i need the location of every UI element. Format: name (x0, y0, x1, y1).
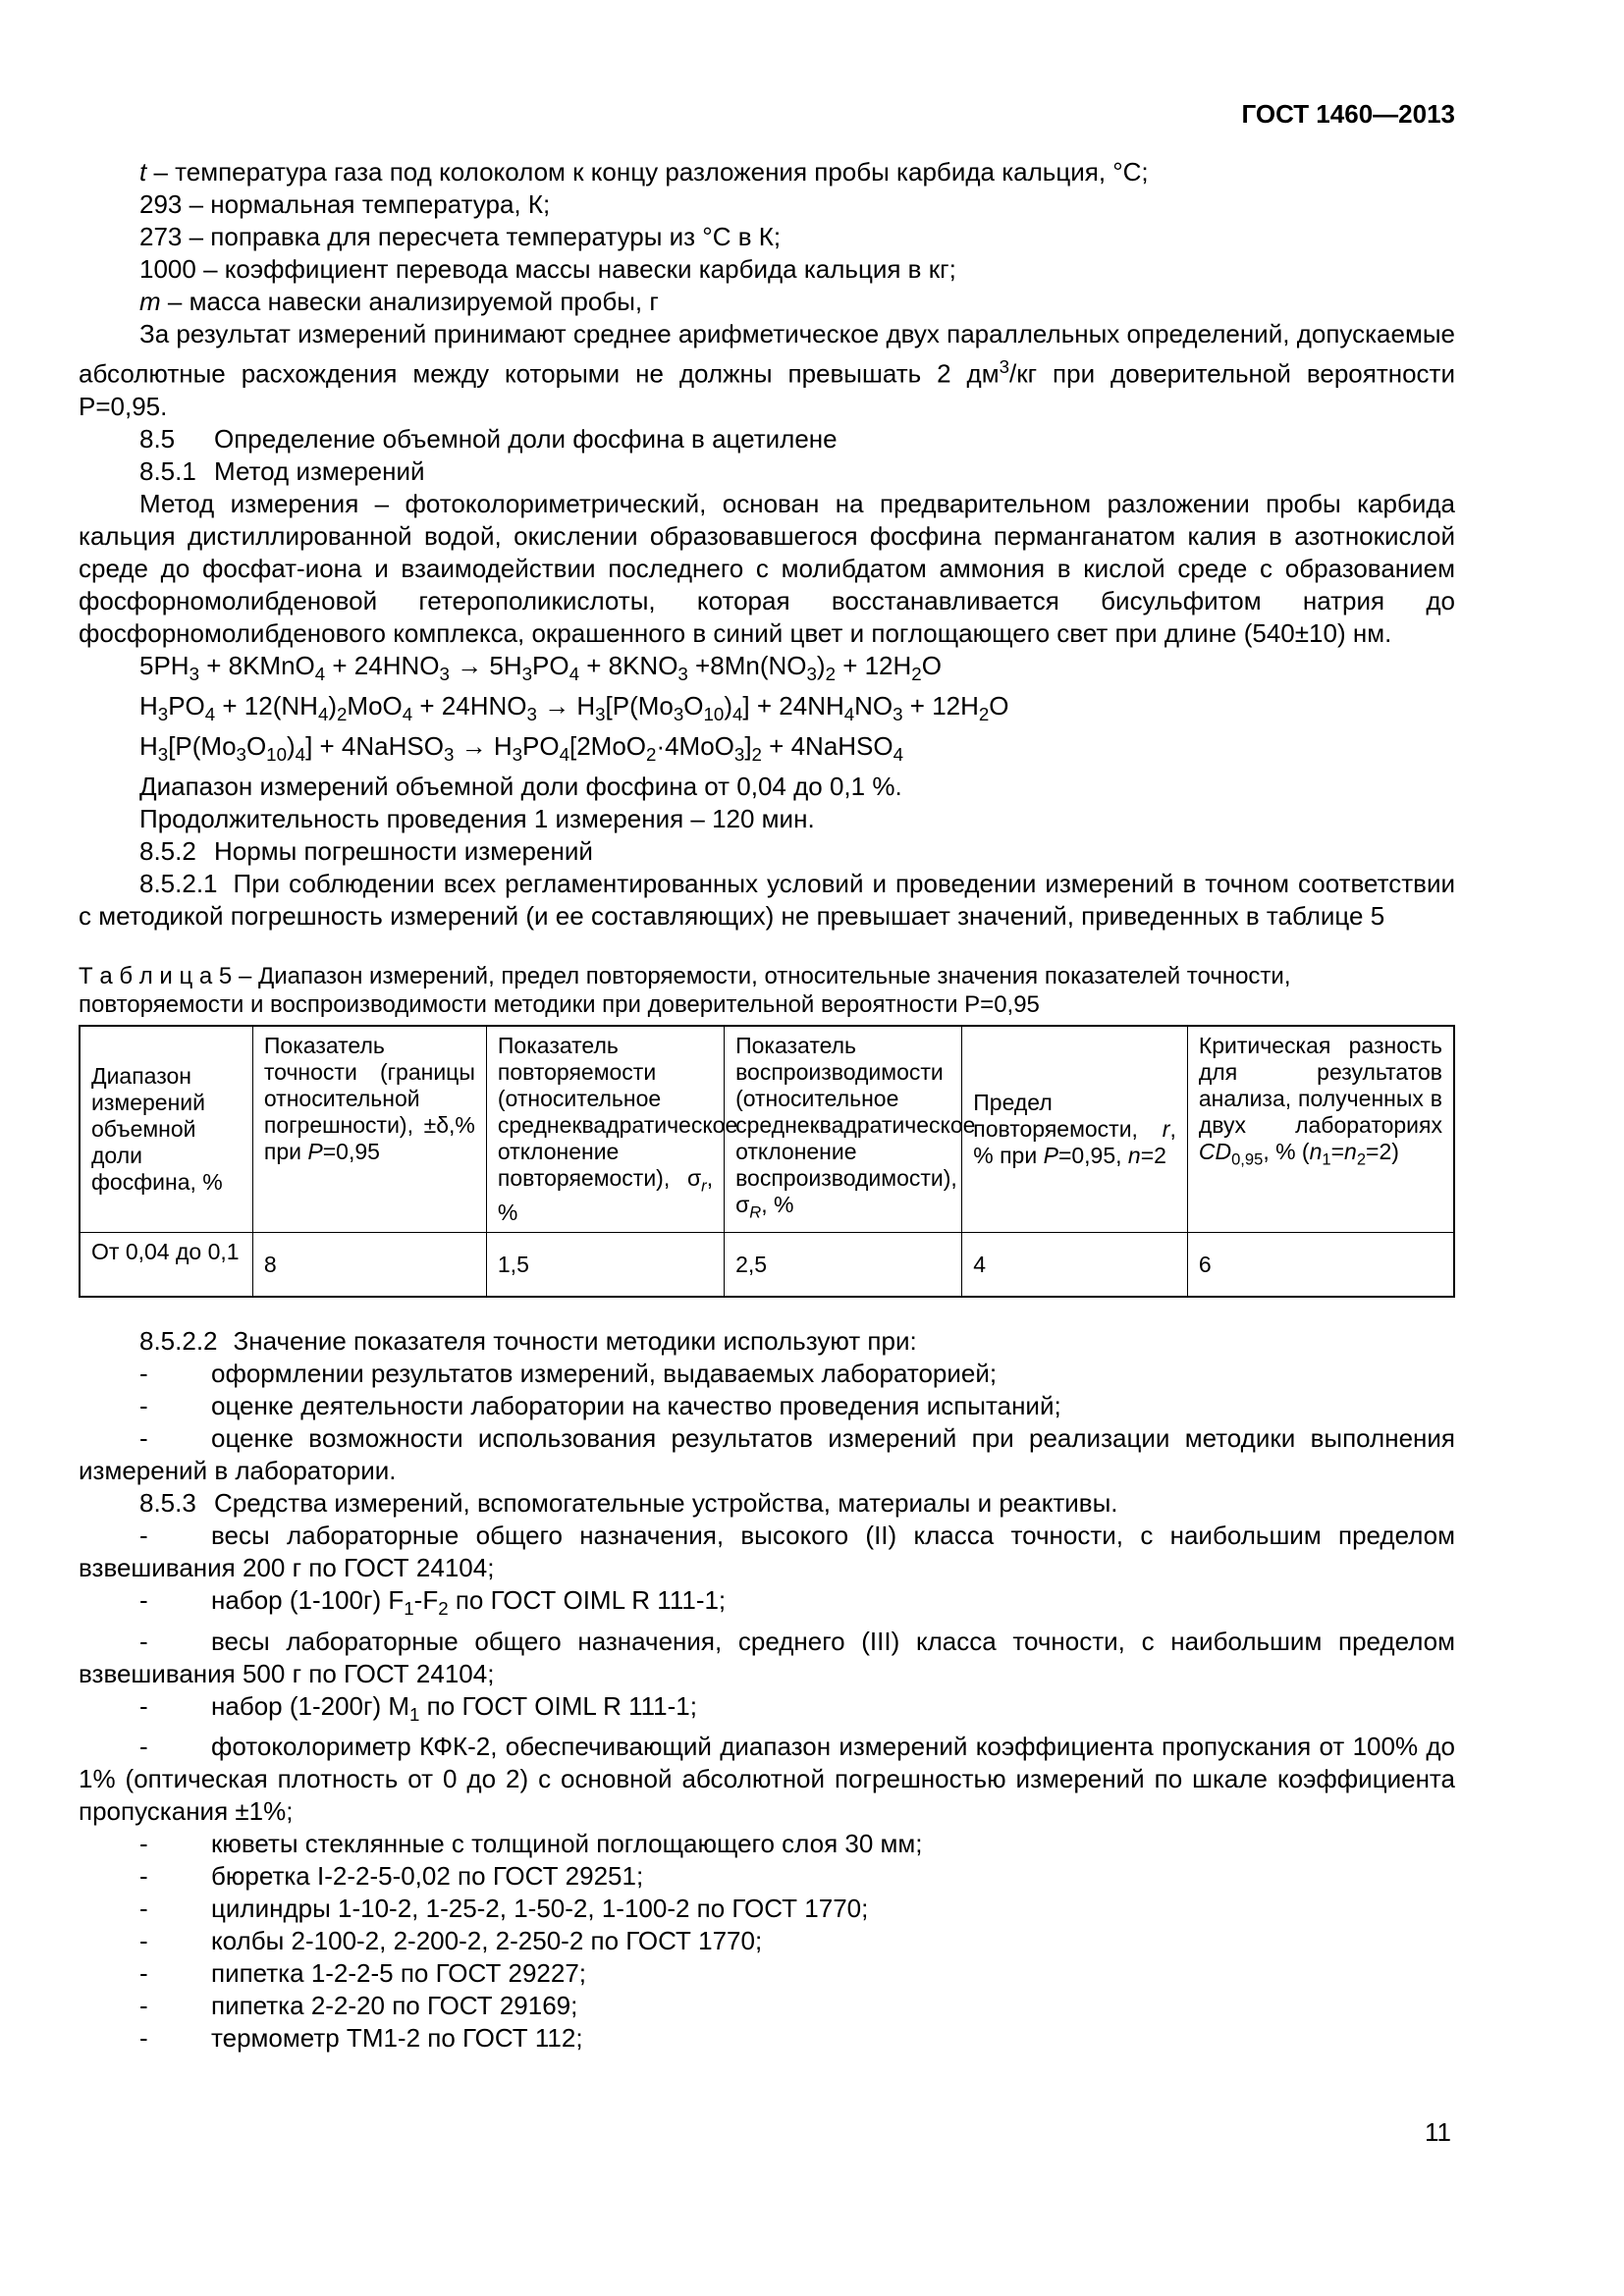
list-dash: - (139, 1731, 148, 1761)
list-item-text: кюветы стеклянные с толщиной поглощающего слоя 30 мм; (211, 1828, 923, 1858)
table-header-cell-range: Диапазон измерений объемной доли фосфина, % (80, 1026, 252, 1232)
table-caption: Т а б л и ц а 5 – Диапазон измерений, предел повторяемости, относительные значения показателей точности, повторяемости и воспроизводимости методики при доверительной вероятности Р=0,95 (79, 963, 1291, 1019)
list-item-text: весы лабораторные общего назначения, среднего (III) класса точности, с наибольшим пределом взвешивания 500 г по ГОСТ 24104; (79, 1626, 1455, 1688)
table-cell-critical-difference: 6 (1187, 1232, 1454, 1297)
list-item-text: колбы 2-100-2, 2-200-2, 2-250-2 по ГОСТ 1770; (211, 1925, 763, 1955)
list-item (79, 1422, 1455, 1487)
table-cell-repeatability-limit: 4 (962, 1232, 1188, 1297)
section-title: Средства измерений, вспомогательные устройства, материалы и реактивы. (214, 1488, 1118, 1519)
list-item-text: пипетка 2-2-20 по ГОСТ 29169; (211, 1990, 578, 2020)
section-title: Определение объемной доли фосфина в ацетилене (214, 423, 838, 454)
section-number: 8.5.3 (139, 1488, 196, 1519)
table-header-row (80, 1026, 1454, 1232)
section-number: 8.5.2 (139, 836, 196, 867)
section-number: 8.5 (139, 423, 176, 454)
section-heading-8-5-3 (79, 1487, 1455, 1520)
list-item-text: пипетка 1-2-2-5 по ГОСТ 29227; (211, 1957, 587, 1988)
table-cell-reproducibility-sd: 2,5 (725, 1232, 962, 1297)
list-item-text: термометр ТМ1-2 по ГОСТ 112; (211, 2022, 583, 2053)
list-item-text: фотоколориметр КФК-2, обеспечивающий диапазон измерений коэффициента пропускания от 100% до 1% (оптическая плотность от 0 до 2) с основной абсолютной погрешностью измерений по шкале коэффициента пропускания ±1%; (79, 1731, 1455, 1826)
table-row (80, 1232, 1454, 1297)
list-dash: - (139, 1957, 148, 1988)
table-cell-range: От 0,04 до 0,1 (80, 1232, 252, 1297)
list-item (79, 1957, 1455, 1990)
paragraph-8-5-2-2 (79, 1325, 1455, 1358)
list-item-text: оценке деятельности лаборатории на качество проведения испытаний; (211, 1391, 1061, 1421)
table-cell-repeatability-sd: 1,5 (486, 1232, 724, 1297)
table-header-cell-accuracy: Показатель точности (границы относительной погрешности), ±δ,% при Р=0,95 (252, 1026, 486, 1232)
list-item-text: оформлении результатов измерений, выдаваемых лабораторией; (211, 1359, 998, 1389)
table-cell-accuracy: 8 (252, 1232, 486, 1297)
list-item (79, 1925, 1455, 1957)
list-item (79, 2022, 1455, 2055)
table-header-cell-repeatability-limit: Предел повторяемости, r, % при Р=0,95, n=2 (962, 1026, 1188, 1232)
list-dash: - (139, 2022, 148, 2053)
section-heading-8-5-1 (79, 455, 1455, 488)
duration-line: Продолжительность проведения 1 измерения – 120 мин. (139, 804, 815, 834)
section-number: 8.5.1 (139, 455, 196, 486)
list-dash: - (139, 1990, 148, 2020)
definition-line: t – температура газа под колоколом к концу разложения пробы карбида кальция, °С; (139, 157, 1149, 187)
list-item (79, 1358, 1455, 1390)
definition-line: m – масса навески анализируемой пробы, г (139, 287, 659, 316)
list-dash: - (139, 1359, 148, 1389)
list-dash: - (139, 1423, 148, 1454)
chemical-formula: $5PH_3$ + 8KMnO$_4$ + $24HNO_3 \to 5H_3PO_4 + 8KNO_3 +8Mn(NO_3)_2 + 12H_2O$ (139, 650, 942, 684)
list-item (79, 1390, 1455, 1422)
table-header-cell-reproducibility-sd: Показатель воспроизводимости (относительное среднеквадратическое отклонение воспроизводимости), $\sigma_R$, % (725, 1026, 962, 1232)
page-number: 11 (1425, 2117, 1451, 2147)
table-5 (79, 1025, 1455, 1298)
definition-line: 1000 – коэффициент перевода массы навески карбида кальция в кг; (139, 254, 956, 284)
list-item (79, 1731, 1455, 1828)
paragraph-result: За результат измерений принимают среднее арифметическое двух параллельных определений, допускаемые абсолютные расхождения между которыми не должны превышать 2 $дм^3/кг$ при доверительной вероятности Р=0,95. (79, 319, 1455, 421)
list-dash: - (139, 1626, 148, 1656)
table-header-cell-repeatability-sd: Показатель повторяемости (относительное среднеквадратическое отклонение повторяемости), $\sigma_r$, % (486, 1026, 724, 1232)
section-title: Метод измерений (214, 455, 425, 486)
list-item (79, 1626, 1455, 1690)
list-item (79, 1584, 1455, 1625)
list-item-text: набор (1-100г) $F_1-F_2$ по ГОСТ OIML R 111-1; (211, 1585, 727, 1620)
measurement-range-line: Диапазон измерений объемной доли фосфина от 0,04 до 0,1 %. (139, 772, 902, 802)
list-item (79, 1690, 1455, 1731)
list-item-text: цилиндры 1-10-2, 1-25-2, 1-50-2, 1-100-2 по ГОСТ 1770; (211, 1893, 869, 1923)
list-dash: - (139, 1521, 148, 1551)
list-item-text: набор (1-200г) $М_1$ по ГОСТ OIML R 111-1; (211, 1690, 697, 1725)
section-heading-8-5 (79, 423, 1455, 455)
list-item (79, 1990, 1455, 2022)
chemical-formula: $H_3PO_4 + 12(NH_4)_2MoO_4 + 24HNO_3 \to H_3[P(Mo_3O_{10})_4] + 24NH_4NO_3 + 12H_2O$ (139, 690, 1009, 725)
list-dash: - (139, 1893, 148, 1923)
paragraph-method: Метод измерения – фотоколориметрический, основан на предварительном разложении пробы карбида кальция дистиллированной водой, окислении образовавшегося фосфина перманганатом калия в азотнокислой среде до фосфат-иона и взаимодействии последнего с молибдатом аммония в кислой среде с образованием фосфорномолибденовой гетерополикислоты, которая восстанавливается бисульфитом натрия до фосфорномолибденового комплекса, окрашенного в синий цвет и поглощающего свет при длине (540±10) нм. (79, 488, 1455, 648)
paragraph-text: Значение показателя точности методики используют при: (233, 1326, 917, 1357)
section-number: 8.5.2.2 (139, 1326, 218, 1357)
list-dash: - (139, 1391, 148, 1421)
list-dash: - (139, 1925, 148, 1955)
definition-line: 273 – поправка для пересчета температуры из °С в К; (139, 222, 782, 251)
chemical-formula: $H_3[P(Mo_3O_{10})_4]$ + 4NaHSO$_3$ → $H_3PO_4[2MoO_2\cdot 4MoO_3]_2$ + 4NaHSO$_4$ (139, 731, 904, 766)
list-dash: - (139, 1690, 148, 1721)
section-number: 8.5.2.1 (139, 869, 218, 899)
list-item-text: весы лабораторные общего назначения, высокого (II) класса точности, с наибольшим пределом взвешивания 200 г по ГОСТ 24104; (79, 1521, 1455, 1583)
table-header-cell-critical-difference: Критическая разность для результатов анализа, полученных в двух лабораториях $CD_{0,95}$, % $(n_1=n_2=2)$ (1187, 1026, 1454, 1232)
list-dash: - (139, 1585, 148, 1616)
list-item (79, 1893, 1455, 1925)
list-item (79, 1828, 1455, 1860)
list-dash: - (139, 1828, 148, 1858)
list-item (79, 1520, 1455, 1584)
doc-number: ГОСТ 1460—2013 (1241, 99, 1455, 129)
definition-line: 293 – нормальная температура, К; (139, 189, 551, 219)
list-item-text: оценке возможности использования результатов измерений при реализации методики выполнения измерений в лаборатории. (79, 1423, 1455, 1486)
paragraph-8-5-2-1 (79, 868, 1455, 933)
section-heading-8-5-2 (79, 835, 1455, 868)
list-item (79, 1860, 1455, 1893)
list-dash: - (139, 1860, 148, 1891)
list-item-text: бюретка I-2-2-5-0,02 по ГОСТ 29251; (211, 1860, 644, 1891)
paragraph-text: При соблюдении всех регламентированных условий и проведении измерений в точном соответствии с методикой погрешность измерений (и ее составляющих) не превышает значений, приведенных в таблице 5 (79, 869, 1455, 932)
section-title: Нормы погрешности измерений (214, 836, 593, 867)
